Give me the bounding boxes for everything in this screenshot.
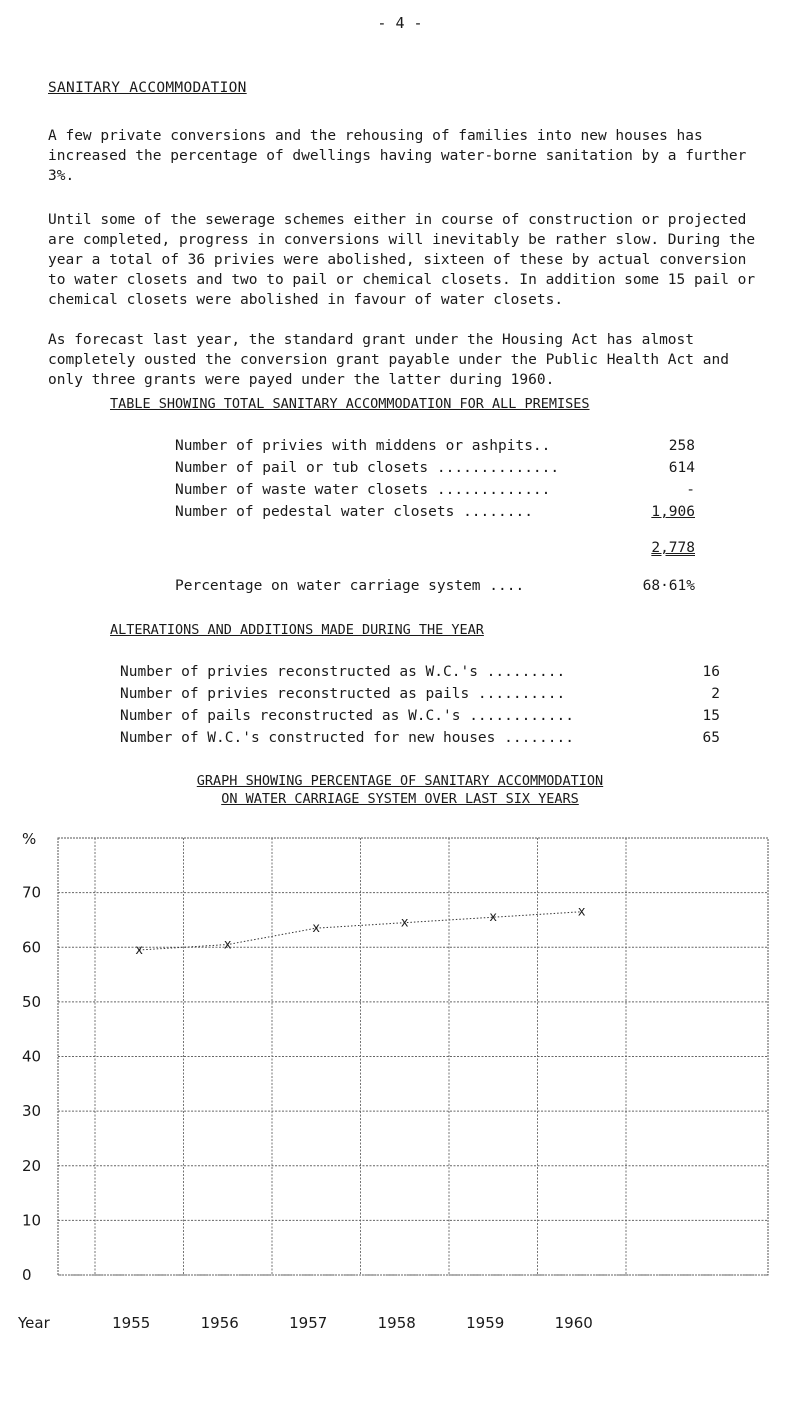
y-tick-label: 0 xyxy=(22,1266,32,1284)
row-value: 614 xyxy=(668,460,695,476)
paragraph-3: As forecast last year, the standard grant under the Housing Act has almost completely ousted the conversion grant payable under the Public Health Act and only three grants were payed under the latter during 1960. xyxy=(48,332,729,388)
graph-title-line-2: ON WATER CARRIAGE SYSTEM OVER LAST SIX YEARS xyxy=(221,791,579,807)
x-axis-title: Year xyxy=(18,1314,50,1332)
data-point: x xyxy=(577,904,586,920)
data-point: x xyxy=(135,942,144,958)
data-point: x xyxy=(223,937,232,953)
y-tick-label: 70 xyxy=(22,883,42,902)
row-label: Number of waste water closets ............. xyxy=(175,482,551,498)
x-tick-label: 1959 xyxy=(466,1314,505,1332)
row-value: - xyxy=(686,482,695,498)
alteration-label: Number of privies reconstructed as W.C.'s ......... xyxy=(120,664,566,680)
y-axis-title: % xyxy=(22,830,37,848)
row-label: Number of pail or tub closets .............. xyxy=(175,460,560,476)
alteration-value: 65 xyxy=(702,730,720,746)
y-tick-label: 30 xyxy=(22,1102,42,1121)
x-tick-label: 1957 xyxy=(289,1314,328,1332)
paragraph-2: Until some of the sewerage schemes either in course of construction or projected are completed, progress in conversions will inevitably be rather slow. During the year a total of 36 privies were abolished, sixteen of these by actual conversion to water closets and two to pail or chemical closets. In addition some 15 pail or chemical closets were abolished in favour of water closets. xyxy=(48,212,756,308)
graph-title-line-1: GRAPH SHOWING PERCENTAGE OF SANITARY ACCOMMODATION xyxy=(196,773,604,789)
table-total: 2,778 xyxy=(651,540,695,556)
y-tick-label: 40 xyxy=(22,1047,42,1066)
percentage-value: 68·61% xyxy=(642,578,695,594)
alteration-value: 15 xyxy=(702,708,720,724)
x-tick-label: 1960 xyxy=(554,1314,593,1332)
row-label: Number of privies with middens or ashpits.. xyxy=(175,438,551,454)
alteration-value: 2 xyxy=(711,686,720,702)
y-tick-label: 10 xyxy=(22,1211,42,1230)
row-value: 1,906 xyxy=(651,504,695,520)
y-tick-label: 50 xyxy=(22,992,42,1011)
paragraph-1: A few private conversions and the rehousing of families into new houses has increased the percentage of dwellings having water-borne sanitation by a further 3%. xyxy=(48,128,747,184)
y-tick-label: 60 xyxy=(22,938,42,957)
data-point: x xyxy=(400,915,409,931)
data-point: x xyxy=(489,910,498,926)
alteration-label: Number of W.C.'s constructed for new houses ........ xyxy=(120,730,574,746)
table-title: TABLE SHOWING TOTAL SANITARY ACCOMMODATION FOR ALL PREMISES xyxy=(110,396,590,412)
alteration-label: Number of privies reconstructed as pails .......... xyxy=(120,686,566,702)
alteration-label: Number of pails reconstructed as W.C.'s ............ xyxy=(120,708,574,724)
row-value: 258 xyxy=(668,438,695,454)
x-tick-label: 1956 xyxy=(200,1314,239,1332)
x-tick-label: 1958 xyxy=(377,1314,416,1332)
page-number: - 4 - xyxy=(377,14,423,32)
section-heading: SANITARY ACCOMMODATION xyxy=(48,80,247,96)
alterations-title: ALTERATIONS AND ADDITIONS MADE DURING THE YEAR xyxy=(110,622,484,638)
data-point: x xyxy=(312,921,321,937)
y-tick-label: 20 xyxy=(22,1156,42,1175)
row-label: Number of pedestal water closets ........ xyxy=(175,504,533,520)
percentage-label: Percentage on water carriage system .... xyxy=(175,578,525,594)
alteration-value: 16 xyxy=(702,664,720,680)
x-tick-label: 1955 xyxy=(112,1314,151,1332)
